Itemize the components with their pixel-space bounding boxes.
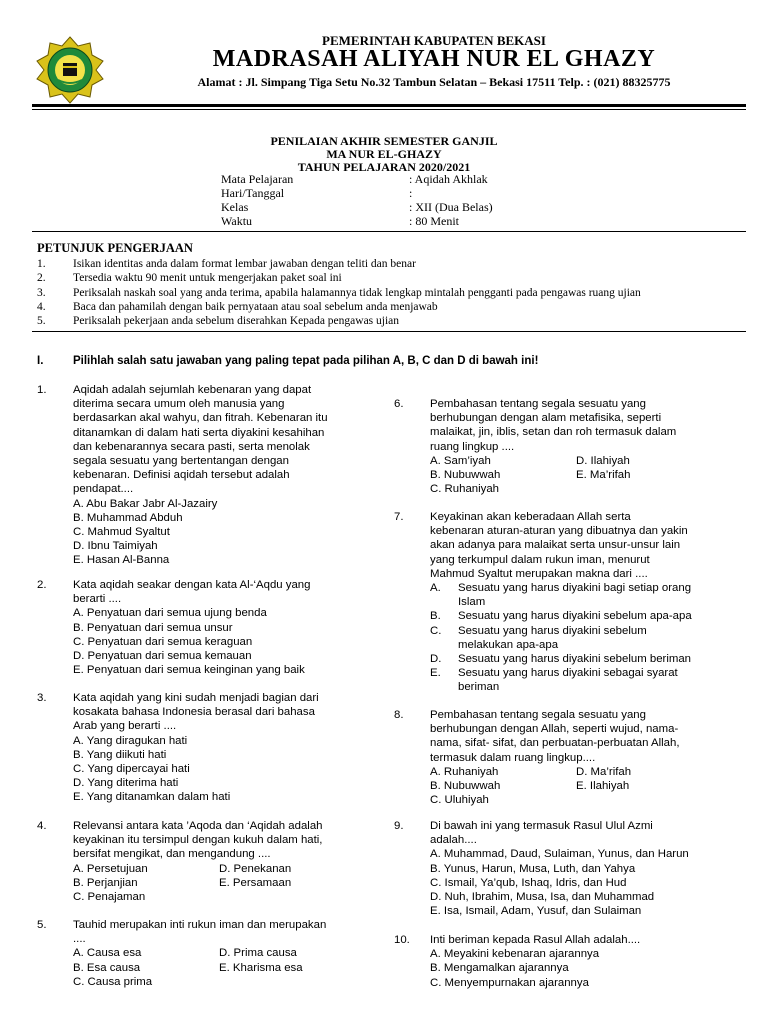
question-text-line: Inti beriman kepada Rasul Allah adalah.... <box>430 934 641 946</box>
answer-option-letter: B. <box>430 610 441 623</box>
question-number: 2. <box>37 579 47 591</box>
answer-option: D. Ibnu Taimiyah <box>73 540 158 553</box>
answer-option-text <box>458 581 692 609</box>
question-number: 1. <box>37 384 47 396</box>
question-text-line: malaikat, jin, iblis, setan dan roh termasuk dalam <box>430 426 677 439</box>
question-number: 3. <box>37 692 47 704</box>
exam-title-line: PENILAIAN AKHIR SEMESTER GANJIL <box>270 134 498 148</box>
question-body <box>73 383 328 567</box>
answer-option: C. Causa prima <box>73 975 153 988</box>
answer-option: D. Ma’rifah <box>576 765 632 778</box>
instruction-item <box>37 314 737 328</box>
instruction-text: Isikan identitas anda dalam format lembar jawaban dengan teliti dan benar <box>73 258 416 270</box>
question-number: 5. <box>37 919 47 931</box>
answer-option: D. Ilahiyah <box>576 454 630 467</box>
answer-option: A. Penyatuan dari semua ujung benda <box>73 607 267 620</box>
answer-option-line: Sesuatu yang harus diyakini bagi setiap orang <box>458 581 692 594</box>
instruction-item <box>37 286 737 300</box>
answer-option-line: beriman <box>458 681 500 694</box>
question-text-line: diterima secara umum oleh manusia yang <box>73 398 285 411</box>
answer-option-row <box>73 961 326 975</box>
answer-option: C. Uluhiyah <box>430 794 489 807</box>
answer-option-row <box>73 975 326 989</box>
answer-option-row <box>73 876 323 890</box>
answer-option: C. Mahmud Syaltut <box>73 525 170 538</box>
answer-option-row <box>73 890 323 904</box>
question-text-line: kosakata bahasa Indonesia berasal dari bahasa <box>73 706 315 719</box>
header-rule-thick <box>32 104 746 107</box>
section-number: I. <box>37 355 44 367</box>
answer-option-text <box>458 666 692 694</box>
answer-option: C. Yang dipercayai hati <box>73 762 190 775</box>
answer-options <box>430 765 680 808</box>
answer-option-line: melakukan apa-apa <box>458 638 559 651</box>
answer-option: E. Ma’rifah <box>576 468 631 481</box>
answer-option: E. Penyatuan dari semua keinginan yang baik <box>73 664 305 677</box>
question-text-line: kebenaran aturan-aturan yang dibuatnya dan yakin <box>430 525 688 538</box>
info-value: : XII (Dua Belas) <box>409 200 493 214</box>
question-text-line: ditanamkan di dalam hati serta diyakini kesahihan <box>73 426 325 439</box>
exam-title <box>0 135 768 174</box>
answer-option: B. Perjanjian <box>73 876 138 889</box>
question-text-line: ruang lingkup .... <box>430 440 515 453</box>
instructions-list <box>37 257 737 328</box>
school-name: MADRASAH ALIYAH NUR EL GHAZY <box>212 46 656 72</box>
question-text-line: Relevansi antara kata ’Aqoda dan ‘Aqidah adalah <box>73 820 323 832</box>
question-text-line: .... <box>73 933 86 946</box>
divider <box>32 231 746 232</box>
government-name: PEMERINTAH KABUPATEN BEKASI <box>322 33 546 48</box>
question-number: 6. <box>394 398 404 410</box>
question-text-line: dan kebenarannya secara pasti, serta menolak <box>73 440 310 453</box>
instruction-item <box>37 257 737 271</box>
school-logo <box>36 36 104 104</box>
question-body <box>430 397 676 496</box>
info-label: Hari/Tanggal <box>221 186 285 200</box>
answer-option: B. Mengamalkan ajarannya <box>430 962 569 975</box>
question-text-line: Arab yang berarti .... <box>73 720 177 733</box>
answer-option: E. Kharisma esa <box>219 961 303 974</box>
question-text-line: segala sesuatu yang bertentangan dengan <box>73 454 289 467</box>
instruction-text: Periksalah naskah soal yang anda terima, apabila halamannya tidak lengkap mintalah pengganti pada pengawas ruang ujian <box>73 286 641 299</box>
answer-option-letter: E. <box>430 667 441 680</box>
answer-option-row <box>430 765 680 779</box>
info-row-subject <box>221 172 581 186</box>
instruction-item <box>37 271 737 285</box>
answer-option: E. Yang ditanamkan dalam hati <box>73 791 231 804</box>
answer-option-row <box>430 779 680 793</box>
answer-option-letter: C. <box>430 624 442 637</box>
info-value: : <box>409 186 413 200</box>
info-label: Waktu <box>221 214 253 228</box>
question-text-line: akan adanya para malaikat serta unsur-unsur lain <box>430 539 681 552</box>
answer-option-line: Sesuatu yang harus diyakini sebelum beriman <box>458 652 692 665</box>
answer-option-text <box>458 624 692 652</box>
info-label: Kelas <box>221 200 249 214</box>
question-text-line: keyakinan itu tersimpul dengan kukuh dalam hati, <box>73 834 323 847</box>
question-text-line: Tauhid merupakan inti rukun iman dan merupakan <box>73 919 327 931</box>
question-text-line: adalah.... <box>430 834 477 847</box>
question-body <box>430 708 680 807</box>
answer-options <box>430 581 692 695</box>
question-text-line: berhubungan dengan Allah, seperti wujud, nama- <box>430 723 679 736</box>
answer-options <box>430 454 676 497</box>
answer-option: E. Ilahiyah <box>576 779 630 792</box>
exam-info <box>221 172 581 228</box>
school-address: Alamat : Jl. Simpang Tiga Setu No.32 Tambun Selatan – Bekasi 17511 Telp. : (021) 88325775 <box>197 75 671 89</box>
question-body <box>73 918 326 989</box>
answer-option: B. Muhammad Abduh <box>73 511 183 524</box>
answer-option-line: Sesuatu yang harus diyakini sebagai syarat <box>458 667 678 680</box>
answer-option: C. Penyatuan dari semua keraguan <box>73 635 253 648</box>
info-row-date <box>221 186 581 200</box>
instruction-item <box>37 300 737 314</box>
answer-option-text <box>458 652 692 666</box>
answer-option: B. Yunus, Harun, Musa, Luth, dan Yahya <box>430 862 636 875</box>
answer-option: C. Ruhaniyah <box>430 483 500 496</box>
answer-options <box>73 946 326 989</box>
answer-option: C. Menyempurnakan ajarannya <box>430 976 589 989</box>
exam-title-line: MA NUR EL-GHAZY <box>326 147 442 161</box>
question-text-line: bersifat mengikat, dan mengandung .... <box>73 848 271 861</box>
answer-option-row <box>73 862 323 876</box>
answer-options <box>73 862 323 905</box>
answer-option-text <box>458 609 692 623</box>
section-title: Pilihlah salah satu jawaban yang paling tepat pada pilihan A, B, C dan D di bawah ini! <box>73 355 539 367</box>
answer-option: D. Nuh, Ibrahim, Musa, Isa, dan Muhammad <box>430 890 655 903</box>
logo-kaaba <box>63 63 77 76</box>
answer-option: B. Nubuwwah <box>430 468 501 481</box>
question-text-line: Aqidah adalah sejumlah kebenaran yang dapat <box>73 384 312 396</box>
question-number: 8. <box>394 709 404 721</box>
question-body <box>430 933 640 990</box>
answer-option: B. Yang diikuti hati <box>73 748 167 761</box>
instruction-number: 2. <box>37 272 46 285</box>
instruction-number: 4. <box>37 300 46 313</box>
question-body <box>73 691 319 805</box>
question-body <box>430 819 689 918</box>
answer-option <box>430 624 692 652</box>
answer-option: A. Ruhaniyah <box>430 765 499 778</box>
answer-option-line: Sesuatu yang harus diyakini sebelum <box>458 624 647 637</box>
answer-option: B. Penyatuan dari semua unsur <box>73 621 233 634</box>
question-body <box>430 510 692 694</box>
instruction-number: 3. <box>37 286 46 299</box>
answer-option: A. Sam’iyah <box>430 454 491 467</box>
answer-option: A. Causa esa <box>73 947 142 960</box>
question-text-line: kebenaran. Definisi aqidah tersebut adalah <box>73 469 290 482</box>
answer-option-line: Sesuatu yang harus diyakini sebelum apa-apa <box>458 610 692 623</box>
answer-option: E. Hasan Al-Banna <box>73 554 170 567</box>
instruction-text: Baca dan pahamilah dengan baik pernyataan atau soal sebelum anda menjawab <box>73 300 438 313</box>
answer-option: D. Penekanan <box>219 862 292 875</box>
answer-option: D. Yang diterima hati <box>73 777 179 790</box>
question-text-line: termasuk dalam ruang lingkup.... <box>430 751 596 764</box>
question-body <box>73 578 310 677</box>
question-text-line: Kata aqidah yang kini sudah menjadi bagian dari <box>73 692 319 704</box>
answer-option <box>430 652 692 666</box>
info-row-class <box>221 200 581 214</box>
answer-option <box>430 666 692 694</box>
answer-option-row <box>430 468 676 482</box>
answer-option-line: Islam <box>458 596 486 609</box>
answer-option: A. Yang diragukan hati <box>73 734 188 747</box>
answer-option: A. Persetujuan <box>73 862 148 875</box>
info-row-time <box>221 214 581 228</box>
question-text-line: Pembahasan tentang segala sesuatu yang <box>430 709 646 721</box>
answer-option: E. Isa, Ismail, Adam, Yusuf, dan Sulaiman <box>430 905 642 918</box>
answer-option: D. Prima causa <box>219 947 297 960</box>
question-text-line: Di bawah ini yang termasuk Rasul Ulul Azmi <box>430 820 653 832</box>
header-rule-thin <box>32 109 746 110</box>
question-text-line: nama, sifat- sifat, dan perbuatan-perbuatan Allah, <box>430 737 680 750</box>
instruction-text: Tersedia waktu 90 menit untuk mengerjakan paket soal ini <box>73 272 342 285</box>
answer-option: E. Persamaan <box>219 876 292 889</box>
answer-option: A. Abu Bakar Jabr Al-Jazairy <box>73 497 218 510</box>
answer-option <box>430 609 692 623</box>
instructions-title: PETUNJUK PENGERJAAN <box>37 241 193 255</box>
divider <box>32 331 746 332</box>
answer-option-row <box>73 946 326 960</box>
question-text-line: berarti .... <box>73 593 122 606</box>
answer-option: C. Ismail, Ya’qub, Ishaq, Idris, dan Hud <box>430 876 627 889</box>
question-number: 9. <box>394 820 404 832</box>
info-value: : 80 Menit <box>409 214 459 228</box>
question-number: 4. <box>37 820 47 832</box>
answer-option: B. Esa causa <box>73 961 141 974</box>
question-text-line: Mahmud Syaltut merupakan makna dari .... <box>430 567 648 580</box>
answer-option-letter: A. <box>430 581 441 594</box>
question-text-line: Pembahasan tentang segala sesuatu yang <box>430 398 646 410</box>
answer-option: A. Muhammad, Daud, Sulaiman, Yunus, dan Harun <box>430 848 689 861</box>
answer-option: C. Penajaman <box>73 890 146 903</box>
question-number: 7. <box>394 511 404 523</box>
instruction-number: 5. <box>37 315 46 328</box>
question-text-line: berdasarkan akal wahyu, dan fitrah. Kebenaran itu <box>73 412 328 425</box>
info-value: : Aqidah Akhlak <box>409 172 488 186</box>
answer-option: A. Meyakini kebenaran ajarannya <box>430 948 600 961</box>
answer-option <box>430 581 692 609</box>
answer-option: D. Penyatuan dari semua kemauan <box>73 649 252 662</box>
answer-option: B. Nubuwwah <box>430 779 501 792</box>
question-number: 10. <box>394 934 410 946</box>
question-body <box>73 819 323 904</box>
question-text-line: pendapat.... <box>73 483 134 496</box>
answer-option-row <box>430 482 676 496</box>
question-text-line: yang terkumpul dalam rukun iman, menurut <box>430 553 650 566</box>
question-text-line: berhubungan dengan alam metafisika, seperti <box>430 412 662 425</box>
instruction-number: 1. <box>37 258 46 270</box>
exam-title-line: TAHUN PELAJARAN 2020/2021 <box>297 160 471 174</box>
answer-option-row <box>430 454 676 468</box>
question-text-line: Kata aqidah seakar dengan kata Al-‘Aqdu yang <box>73 579 311 591</box>
instruction-text: Periksalah pekerjaan anda sebelum diserahkan Kepada pengawas ujian <box>73 315 400 328</box>
question-text-line: Keyakinan akan keberadaan Allah serta <box>430 511 631 523</box>
answer-option-letter: D. <box>430 652 442 665</box>
info-label: Mata Pelajaran <box>221 172 294 186</box>
answer-option-row <box>430 793 680 807</box>
